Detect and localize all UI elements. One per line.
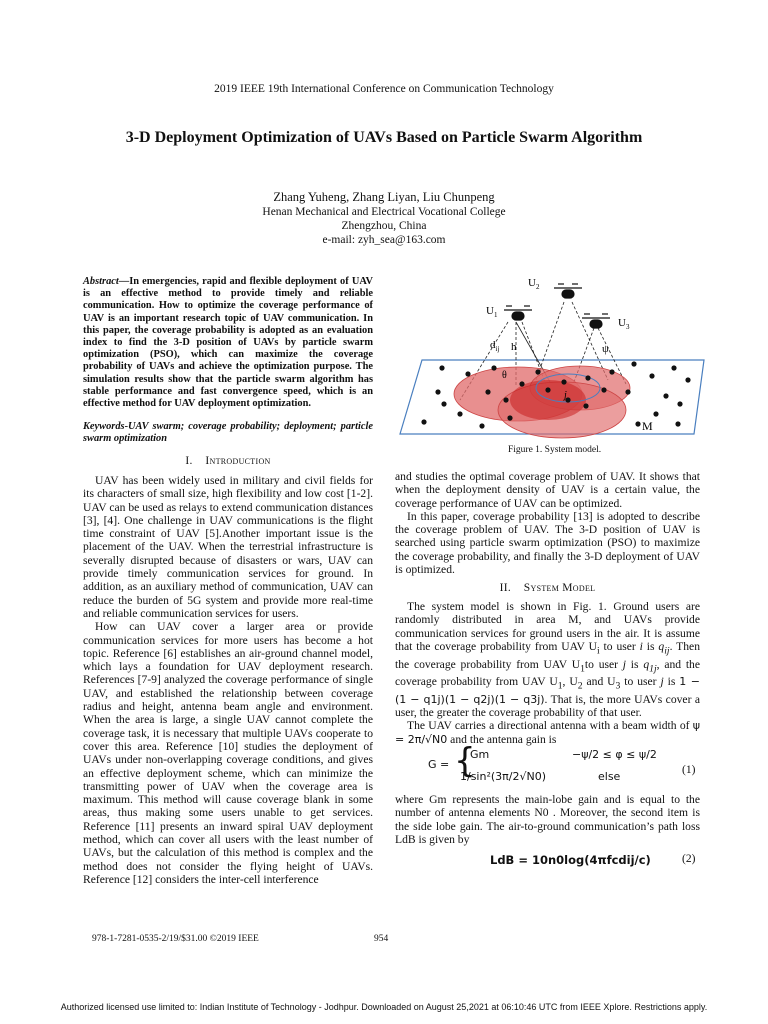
page-number: 954 xyxy=(374,934,389,944)
drone-u2 xyxy=(554,284,582,298)
label-u3: $U_3$ xyxy=(618,317,630,331)
equation-2: LdB = 10n0log(4πfcdij/c) xyxy=(490,853,651,867)
right-body-top xyxy=(395,470,700,576)
affiliation-city: Zhengzhou, China xyxy=(341,220,427,232)
right-paragraph-2: In this paper, coverage probability [13] is adopted to describe the coverage problem of UAV. The 3-D position of UAV is searched using particle swarm optimization (PSO) to maximize the coverage probability, and finally the 3-D deployment of UAV is optimized. xyxy=(395,509,700,577)
figure-caption: Figure 1. System model. xyxy=(508,445,602,455)
paper-title: 3-D Deployment Optimization of UAVs Based on Particle Swarm Algorithm xyxy=(125,129,643,146)
section-heading-introduction: I. Introduction xyxy=(185,455,271,467)
equation-1-brace: { xyxy=(454,741,476,781)
authorization-notice: Authorized licensed use limited to: Indian Institute of Technology - Jodhpur. Downloaded on August 25,2021 at 06:10:46 UTC from IEEE Xplore. Restrictions apply. xyxy=(60,1002,708,1012)
authors: Zhang Yuheng, Zhang Liyan, Liu Chunpeng xyxy=(273,190,495,204)
label-j: j xyxy=(564,390,567,401)
equation-1-row1-right: −ψ/2 ≤ φ ≤ ψ/2 xyxy=(572,748,657,761)
equation-1-row1-left: Gm xyxy=(470,748,490,761)
system-model-body xyxy=(395,600,700,746)
abstract-label: Abstract xyxy=(83,276,119,287)
right-paragraph-1: and studies the optimal coverage problem of UAV. It shows that when the deployment density of UAV is a certain value, the coverage performance of UAV can be optimized. xyxy=(395,470,700,510)
label-d: $d_{ij}$ xyxy=(490,339,500,353)
system-paragraph-1: The system model is shown in Fig. 1. Ground users are randomly distributed in area M, and UAVs provide communication services for ground users in the air. It is assume that the coverage probability from UAV $U_i$ to user i is $q_{ij}$. Then the coverage probability from UAV $U_1to$ user j is $q_{1j}$, and the coverage probability from UAV $U_1$, $U_2$ and $U_3$ to user j is 1 − (1 − q1j)(1 − q2j)(1 − q3j). That is, the more UAVs cover a user, the greater the coverage probability of that user. xyxy=(395,600,700,720)
label-M: M xyxy=(642,419,653,433)
intro-paragraph-2: How can UAV cover a larger area or provide communication services for more users has become a hot topic. Reference [6] establishes an air-ground channel model, which lays a foundation for UAV deployment research. References [7-9] analyzed the coverage performance of single UAV, and established the relationship between coverage radius and height, antenna beam angle and environment. When the area is large, a single UAV cannot complete the coverage task, it is necessary that multiple UAVs cooperate to cover this area. Reference [10] studies the deployment of UAVs under non-overlapping coverage conditions, and gives an effective deployment scheme, which can minimize the transmitting power of UAV when the coverage area is maximum. This method will cause coverage blank in some areas, thus making some users unable to get services. Reference [11] presents an inward spiral UAV deployment method, which can cover all users with the least number of UAVs, but the calculation of this method is complex and the method does not consider the flying height of UAVs. Reference [12] considers the inter-cell interference xyxy=(83,620,373,886)
equation-1-row2-left: 1/sin²(3π/2√N0) xyxy=(460,770,547,783)
abstract xyxy=(83,276,373,410)
equation-1-lhs: G = xyxy=(428,758,450,771)
abstract-text: —In emergencies, rapid and flexible deployment of UAV is an effective method to provide timely and reliable communication. How to optimize the coverage performance of UAV is an important research topic of UAV communication. In this paper, the coverage probability is adopted as an evaluation index to find the 3-D position of UAVs by particle swarm optimization (PSO), which can maximize the coverage probability of UAVs and achieve the optimization purpose. The simulation results show that the particle swarm algorithm has stable performance and fast convergence speed, which is an effective method for UAV deployment optimization. xyxy=(83,276,373,410)
equation-2-number: (2) xyxy=(682,853,696,865)
system-model-figure xyxy=(398,272,718,442)
label-u1: $U_1$ xyxy=(486,305,498,319)
intro-paragraph-1: UAV has been widely used in military and civil fields for its characters of small size, high flexibility and low cost [1-2]. UAV can be used as relays to extend communication distances [3], [4]. One challenge in UAV communications is the flight time constraint of UAV [5].Another important issue is the placement of the UAV. When the terrestrial infrastructure is severally disrupted because of disasters or wars, UAV can provide timely communication services for ground. In addition, as an auxiliary method of communication, UAV can reduce the burden of 5G system and provide more real-time and reliable communication services for users. xyxy=(83,474,373,620)
system-paragraph-2: The UAV carries a directional antenna with a beam width of ψ = 2π/√N0 and the antenna gain is xyxy=(395,719,700,746)
intro-body xyxy=(83,474,373,886)
system-paragraph-3: where Gm represents the main-lobe gain and is equal to the number of antenna elements N0 . Moreover, the second item is the side lobe gain. The air-to-ground communication’s path loss LdB is given by xyxy=(395,793,700,846)
affiliation-email: e-mail: zyh_sea@163.com xyxy=(322,234,446,246)
section-heading-system-model: II. System Model xyxy=(499,582,596,594)
copyright-footer: 978-1-7281-0535-2/19/$31.00 ©2019 IEEE xyxy=(92,934,259,944)
keywords: Keywords-UAV swarm; coverage probability; deployment; particle swarm optimization xyxy=(83,421,373,444)
label-theta: θ xyxy=(502,370,507,381)
drone-u1 xyxy=(504,306,532,320)
drone-u3 xyxy=(582,314,610,328)
equation-1-row2-right: else xyxy=(598,770,621,783)
label-psi: ψ xyxy=(602,343,609,355)
label-u2: $U_2$ xyxy=(528,277,540,291)
beam-width-formula: ψ = 2π/√N0 xyxy=(395,719,700,746)
coverage-formula: 1 − (1 − q1j)(1 − q2j)(1 − q3j) xyxy=(395,675,700,706)
conference-header: 2019 IEEE 19th International Conference on Communication Technology xyxy=(214,83,554,95)
equation-1-number: (1) xyxy=(682,764,696,776)
affiliation-institution: Henan Mechanical and Electrical Vocational College xyxy=(262,206,506,218)
label-h: h xyxy=(511,341,517,353)
